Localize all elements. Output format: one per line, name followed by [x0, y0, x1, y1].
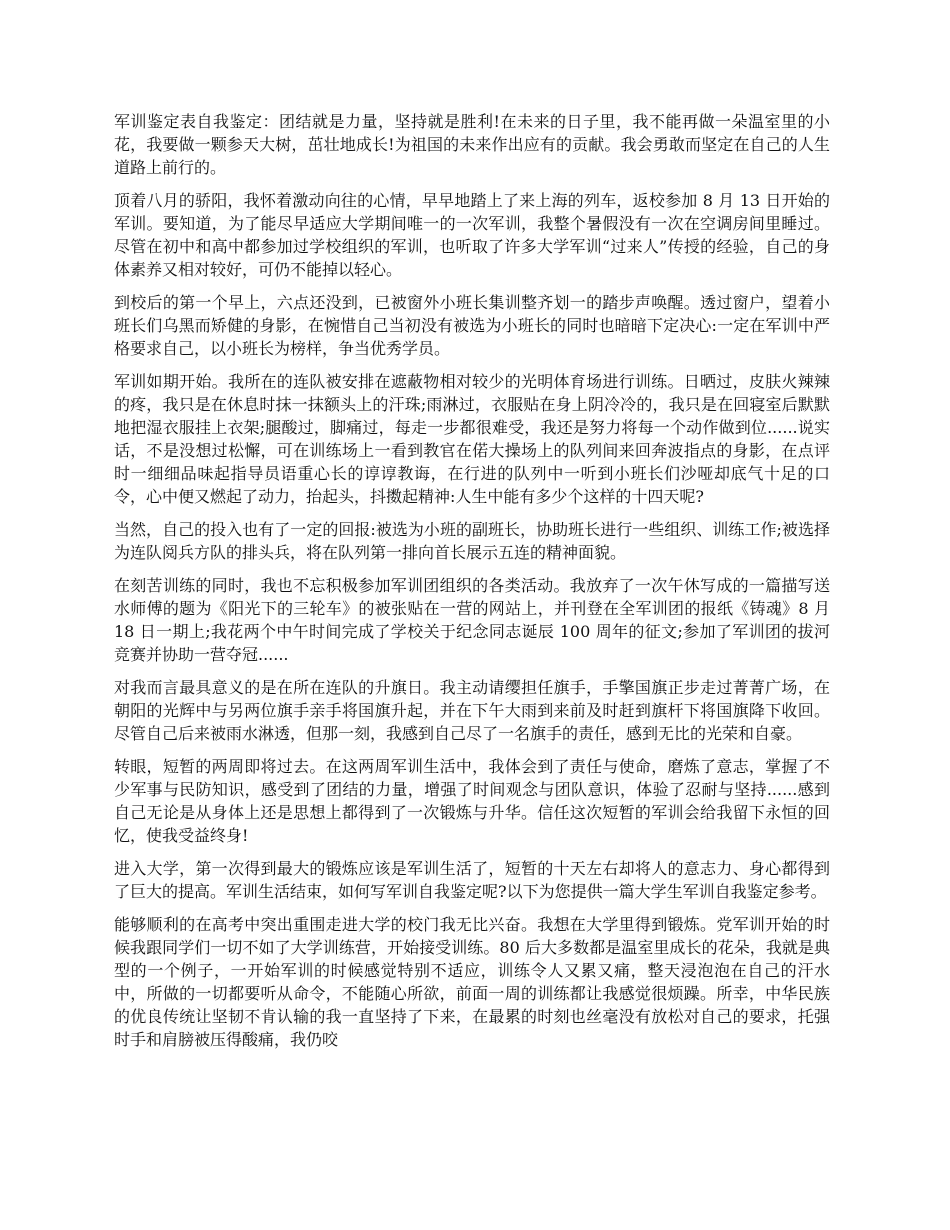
paragraph-4: 军训如期开始。我所在的连队被安排在遮蔽物相对较少的光明体育场进行训练。日晒过，皮肤火辣辣的疼，我只是在休息时抹一抹额头上的汗珠;雨淋过，衣服贴在身上阴冷冷的，我只是在回寝室后默默地把湿衣服挂上衣架;腿酸过，脚痛过，每走一步都很难受，我还是努力将每一个动作做到位......说实话，不是没想过松懈，可在训练场上一看到教官在偌大操场上的队列间来回奔波指点的身影，在点评时一细细品味起指导员语重心长的谆谆教诲，在行进的队列中一听到小班长们沙哑却底气十足的口令，心中便又燃起了动力，抬起头，抖擞起精神:人生中能有多少个这样的十四天呢? — [114, 372, 830, 506]
paragraph-6: 在刻苦训练的同时，我也不忘积极参加军训团组织的各类活动。我放弃了一次午休写成的一篇描写送水师傅的题为《阳光下的三轮车》的被张贴在一营的网站上，并刊登在全军训团的报纸《铸魂》8 月 18 日一期上;我花两个中午时间完成了学校关于纪念同志诞辰 100 周年的征文;参加了军训团的拔河竞赛并协助一营夺冠...... — [114, 576, 830, 664]
paragraph-1: 军训鉴定表自我鉴定：团结就是力量，坚持就是胜利!在未来的日子里，我不能再做一朵温室里的小花，我要做一颗参天大树，茁壮地成长!为祖国的未来作出应有的贡献。我会勇敢而坚定在自己的人生道路上前行的。 — [114, 112, 830, 177]
document-page — [114, 110, 830, 1061]
paragraph-10: 能够顺利的在高考中突出重围走进大学的校门我无比兴奋。我想在大学里得到锻炼。党军训开始的时候我跟同学们一切不如了大学训练营，开始接受训练。80 后大多数都是温室里成长的花朵，我就是典型的一个例子，一开始军训的时候感觉特别不适应，训练令人又累又痛，整天浸泡泡在自己的汗水中，所做的一切都要听从命令，不能随心所欲，前面一周的训练都让我感觉很烦躁。所幸，中华民族的优良传统让坚韧不肯认输的我一直坚持了下来，在最累的时刻也丝毫没有放松对自己的要求，托强时手和肩膀被压得酸痛，我仍咬 — [114, 915, 830, 1049]
paragraph-2: 顶着八月的骄阳，我怀着激动向往的心情，早早地踏上了来上海的列车，返校参加 8 月 13 日开始的军训。要知道，为了能尽早适应大学期间唯一的一次军训，我整个暑假没有一次在空调房间里睡过。尽管在初中和高中都参加过学校组织的军训，也听取了许多大学军训“过来人”传授的经验，自己的身体素养又相对较好，可仍不能掉以轻心。 — [114, 191, 830, 279]
paragraph-5: 当然，自己的投入也有了一定的回报:被选为小班的副班长，协助班长进行一些组织、训练工作;被选择为连队阅兵方队的排头兵，将在队列第一排向首长展示五连的精神面貌。 — [114, 520, 830, 562]
paragraph-7: 对我而言最具意义的是在所在连队的升旗日。我主动请缨担任旗手，手擎国旗正步走过菁菁广场，在朝阳的光辉中与另两位旗手亲手将国旗升起，并在下午大雨到来前及时赶到旗杆下将国旗降下收回。尽管自己后来被雨水淋透，但那一刻，我感到自己尽了一名旗手的责任，感到无比的光荣和自豪。 — [114, 678, 830, 743]
paragraph-8: 转眼，短暂的两周即将过去。在这两周军训生活中，我体会到了责任与使命，磨炼了意志，掌握了不少军事与民防知识，感受到了团结的力量，增强了时间观念与团队意识，体验了忍耐与坚持......感到自己无论是从身体上还是思想上都得到了一次锻炼与升华。信任这次短暂的军训会给我留下永恒的回忆，使我受益终身! — [114, 757, 830, 845]
paragraph-9: 进入大学，第一次得到最大的锻炼应该是军训生活了，短暂的十天左右却将人的意志力、身心都得到了巨大的提高。军训生活结束，如何写军训自我鉴定呢?以下为您提供一篇大学生军训自我鉴定参考。 — [114, 859, 830, 901]
paragraph-3: 到校后的第一个早上，六点还没到，已被窗外小班长集训整齐划一的踏步声唤醒。透过窗户，望着小班长们乌黑而矫健的身影，在惋惜自己当初没有被选为小班长的同时也暗暗下定决心:一定在军训中严格要求自己，以小班长为榜样，争当优秀学员。 — [114, 293, 830, 358]
